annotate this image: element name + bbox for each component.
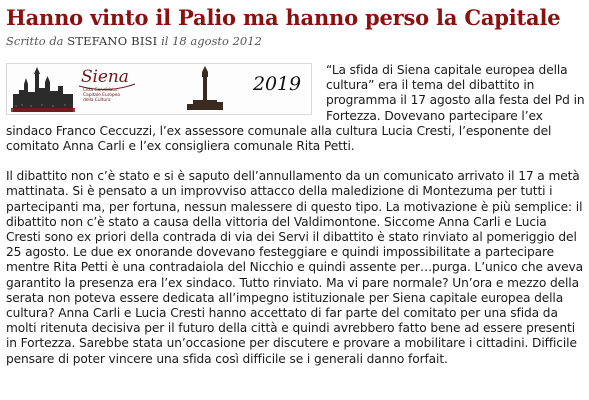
article-title[interactable]: Hanno vinto il Palio ma hanno perso la Capitale bbox=[6, 5, 561, 30]
article-byline bbox=[6, 34, 585, 49]
banner-year: 2019 bbox=[253, 73, 301, 95]
article-body bbox=[6, 63, 585, 367]
publish-date: 18 agosto 2012 bbox=[172, 34, 262, 48]
article-paragraph-1: “La sfida di Siena capitale europea della cultura” era il tema del dibattito in programma il 17 agosto alla festa del Pd in Fortezza. Dovevano partecipare l’ex sindaco Franco Ceccuzzi, l’ex assessore comunale alla cultura Lucia Cresti, l’esponente del comitato Anna Carli e l’ex consigliera comunale Rita Petti. bbox=[6, 63, 585, 154]
author-name[interactable]: STEFANO BISI bbox=[67, 34, 158, 48]
banner-subtitle: Città Candidata Capitale Europea della Cultura bbox=[83, 88, 120, 103]
date-prefix: il bbox=[161, 34, 169, 48]
article-paragraph-2: Il dibattito non c’è stato e si è saputo dell’annullamento da un comunicato arrivato il 17 a metà mattinata. Si è pensato a un improvviso attacco della maledizione di Montezuma per tutti i partecipanti ma, per fortuna, nessun malessere di questo tipo. La motivazione è più semplice: il dibattito non c’è stato a causa della vittoria del Valdimontone. Siccome Anna Carli e Lucia Cresti sono ex priori della contrada di via dei Servi il dibattito è stato rinviato al pomeriggio del 25 agosto. Le due ex onorande dovevano festeggiare e quindi impossibilitate a partecipare mentre Rita Petti è una contradaiola del Nicchio e quindi assente per…purga. L’unico che aveva garantito la presenza era l’ex sindaco. Tutto rinviato. Ma vi pare normale? Un’ora e mezzo della serata non poteva essere dedicata all’impegno istituzionale per Siena capitale europea della cultura? Anna Carli e Lucia Cresti hanno accettato di far parte del comitato per una sfida da molti ritenuta decisiva per il futuro della città e quindi avrebbero fatto bene ad essere presenti in Fortezza. Sarebbe stata un’occasione per discutere e provare a mobilitare i cittadini. Difficile pensare di poter vincere una sfida così difficile se i generali danno forfait. bbox=[6, 169, 584, 366]
byline-prefix: Scritto da bbox=[6, 34, 64, 48]
banner-brand: Siena bbox=[81, 67, 129, 87]
siena-2019-banner bbox=[6, 63, 312, 115]
